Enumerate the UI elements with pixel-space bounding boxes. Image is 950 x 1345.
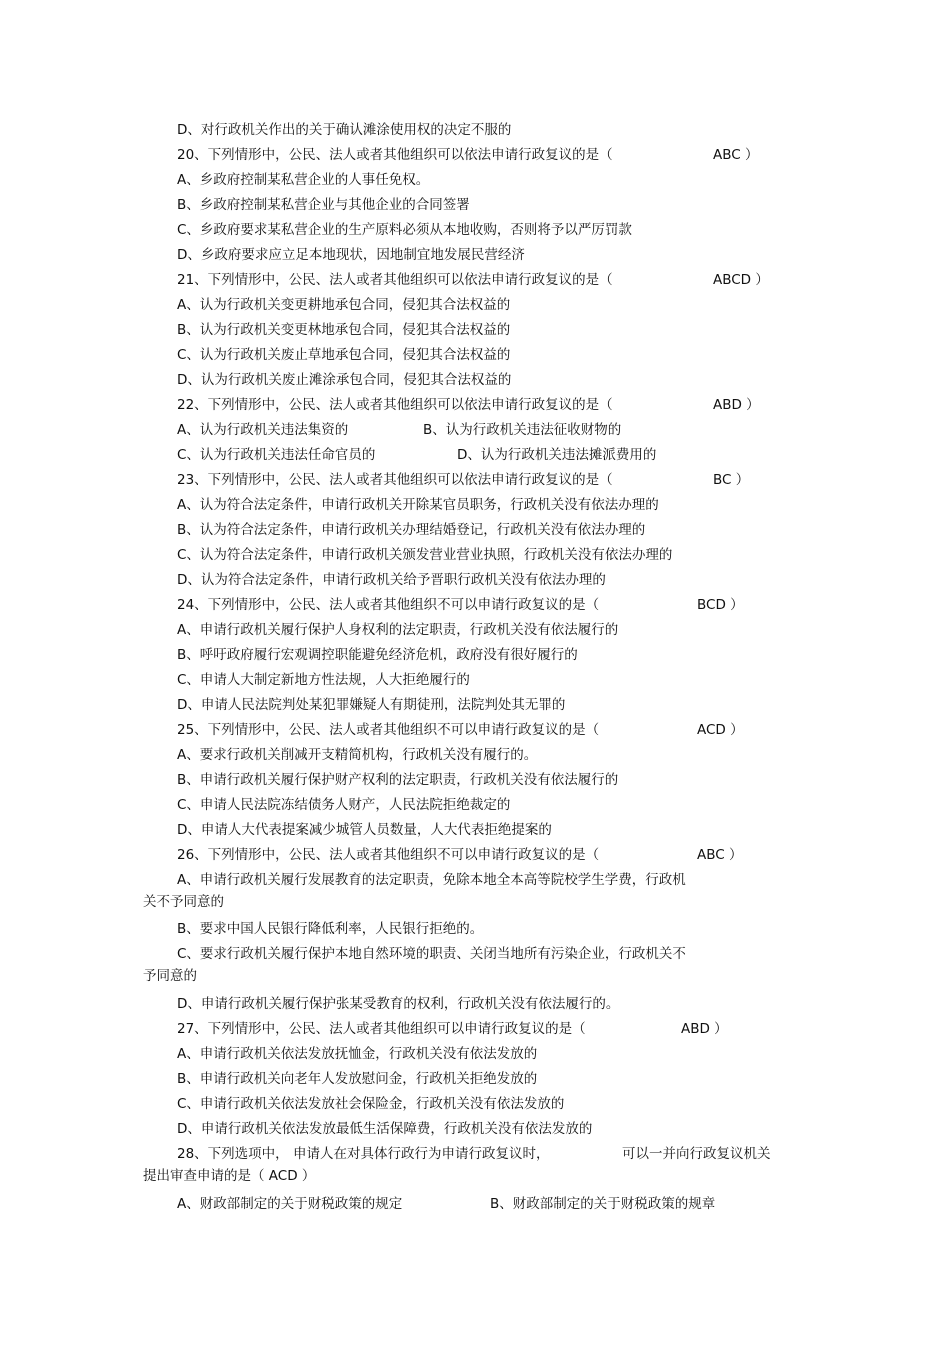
text-line: A、申请行政机关履行发展教育的法定职责，免除本地全本高等院校学生学费，行政机: [177, 872, 686, 888]
text-line: B、认为行政机关变更林地承包合同，侵犯其合法权益的: [177, 322, 511, 338]
text-line: B、申请行政机关履行保护财产权利的法定职责，行政机关没有依法履行的: [177, 772, 619, 788]
text-line: C、认为符合法定条件，申请行政机关颁发营业营业执照，行政机关没有依法办理的: [177, 547, 673, 563]
text-line: A、财政部制定的关于财税政策的规定: [177, 1196, 403, 1212]
text-line: D、认为符合法定条件，申请行政机关给予晋职行政机关没有依法办理的: [177, 572, 606, 588]
text-line: 20、下列情形中，公民、法人或者其他组织可以依法申请行政复议的是（: [177, 147, 613, 163]
text-line: 28、下列选项中， 申请人在对具体行政行为申请行政复议时，: [177, 1146, 550, 1162]
text-line: C、认为行政机关废止草地承包合同，侵犯其合法权益的: [177, 347, 511, 363]
answer-key: ABCD ）: [713, 272, 769, 288]
text-line: B、乡政府控制某私营企业与其他企业的合同签署: [177, 197, 470, 213]
text-line: A、申请行政机关依法发放抚恤金，行政机关没有依法发放的: [177, 1046, 538, 1062]
text-line: A、认为行政机关违法集资的: [177, 422, 349, 438]
text-line: B、认为符合法定条件，申请行政机关办理结婚登记，行政机关没有依法办理的: [177, 522, 646, 538]
text-line: C、认为行政机关违法任命官员的: [177, 447, 376, 463]
option-text: B、认为行政机关违法征收财物的: [423, 422, 622, 438]
text-line: A、申请行政机关履行保护人身权利的法定职责，行政机关没有依法履行的: [177, 622, 619, 638]
text-line: 27、下列情形中，公民、法人或者其他组织可以申请行政复议的是（: [177, 1021, 586, 1037]
text-line: A、要求行政机关削减开支精简机构，行政机关没有履行的。: [177, 747, 538, 763]
text-line: C、申请人民法院冻结债务人财产，人民法院拒绝裁定的: [177, 797, 511, 813]
text-line: D、申请行政机关履行保护张某受教育的权利，行政机关没有依法履行的。: [177, 996, 620, 1012]
answer-key: ABC ）: [713, 147, 759, 163]
text-line: 提出审查申请的是（ ACD ）: [143, 1168, 316, 1184]
text-line: C、申请人大制定新地方性法规，人大拒绝履行的: [177, 672, 470, 688]
text-line: A、乡政府控制某私营企业的人事任免权。: [177, 172, 430, 188]
text-line: C、要求行政机关履行保护本地自然环境的职责、关闭当地所有污染企业，行政机关不: [177, 946, 686, 962]
text-line: D、申请人大代表提案减少城管人员数量，人大代表拒绝提案的: [177, 822, 552, 838]
answer-key: ABD ）: [713, 397, 760, 413]
text-line: 予同意的: [143, 968, 197, 984]
text-line: A、认为符合法定条件，申请行政机关开除某官员职务，行政机关没有依法办理的: [177, 497, 659, 513]
answer-key: ABD ）: [681, 1021, 728, 1037]
text-line: D、对行政机关作出的关于确认滩涂使用权的决定不服的: [177, 122, 512, 138]
text-line: 23、下列情形中，公民、法人或者其他组织可以依法申请行政复议的是（: [177, 472, 613, 488]
text-line: B、呼吁政府履行宏观调控职能避免经济危机，政府没有很好履行的: [177, 647, 578, 663]
text-line: A、认为行政机关变更耕地承包合同，侵犯其合法权益的: [177, 297, 511, 313]
text-line: 26、下列情形中，公民、法人或者其他组织不可以申请行政复议的是（: [177, 847, 600, 863]
text-line: B、申请行政机关向老年人发放慰问金，行政机关拒绝发放的: [177, 1071, 538, 1087]
text-line: B、要求中国人民银行降低利率，人民银行拒绝的。: [177, 921, 484, 937]
text-line: 25、下列情形中，公民、法人或者其他组织不可以申请行政复议的是（: [177, 722, 600, 738]
text-line: D、申请行政机关依法发放最低生活保障费，行政机关没有依法发放的: [177, 1121, 593, 1137]
answer-key: BCD ）: [697, 597, 744, 613]
answer-key: BC ）: [713, 472, 750, 488]
text-line: 关不予同意的: [143, 894, 224, 910]
text-line: C、申请行政机关依法发放社会保险金，行政机关没有依法发放的: [177, 1096, 565, 1112]
answer-key: ACD ）: [697, 722, 744, 738]
text-line: D、乡政府要求应立足本地现状，因地制宜地发展民营经济: [177, 247, 525, 263]
text-line: C、乡政府要求某私营企业的生产原料必须从本地收购，否则将予以严厉罚款: [177, 222, 632, 238]
answer-key: ABC ）: [697, 847, 743, 863]
option-text: B、财政部制定的关于财税政策的规章: [490, 1196, 716, 1212]
text-line: 21、下列情形中，公民、法人或者其他组织可以依法申请行政复议的是（: [177, 272, 613, 288]
option-text: D、认为行政机关违法摊派费用的: [457, 447, 657, 463]
text-line: D、认为行政机关废止滩涂承包合同，侵犯其合法权益的: [177, 372, 512, 388]
text-line: D、申请人民法院判处某犯罪嫌疑人有期徒刑，法院判处其无罪的: [177, 697, 566, 713]
text-line: 24、下列情形中，公民、法人或者其他组织不可以申请行政复议的是（: [177, 597, 600, 613]
text-line: 22、下列情形中，公民、法人或者其他组织可以依法申请行政复议的是（: [177, 397, 613, 413]
answer-key: 可以一并向行政复议机关: [622, 1146, 771, 1162]
